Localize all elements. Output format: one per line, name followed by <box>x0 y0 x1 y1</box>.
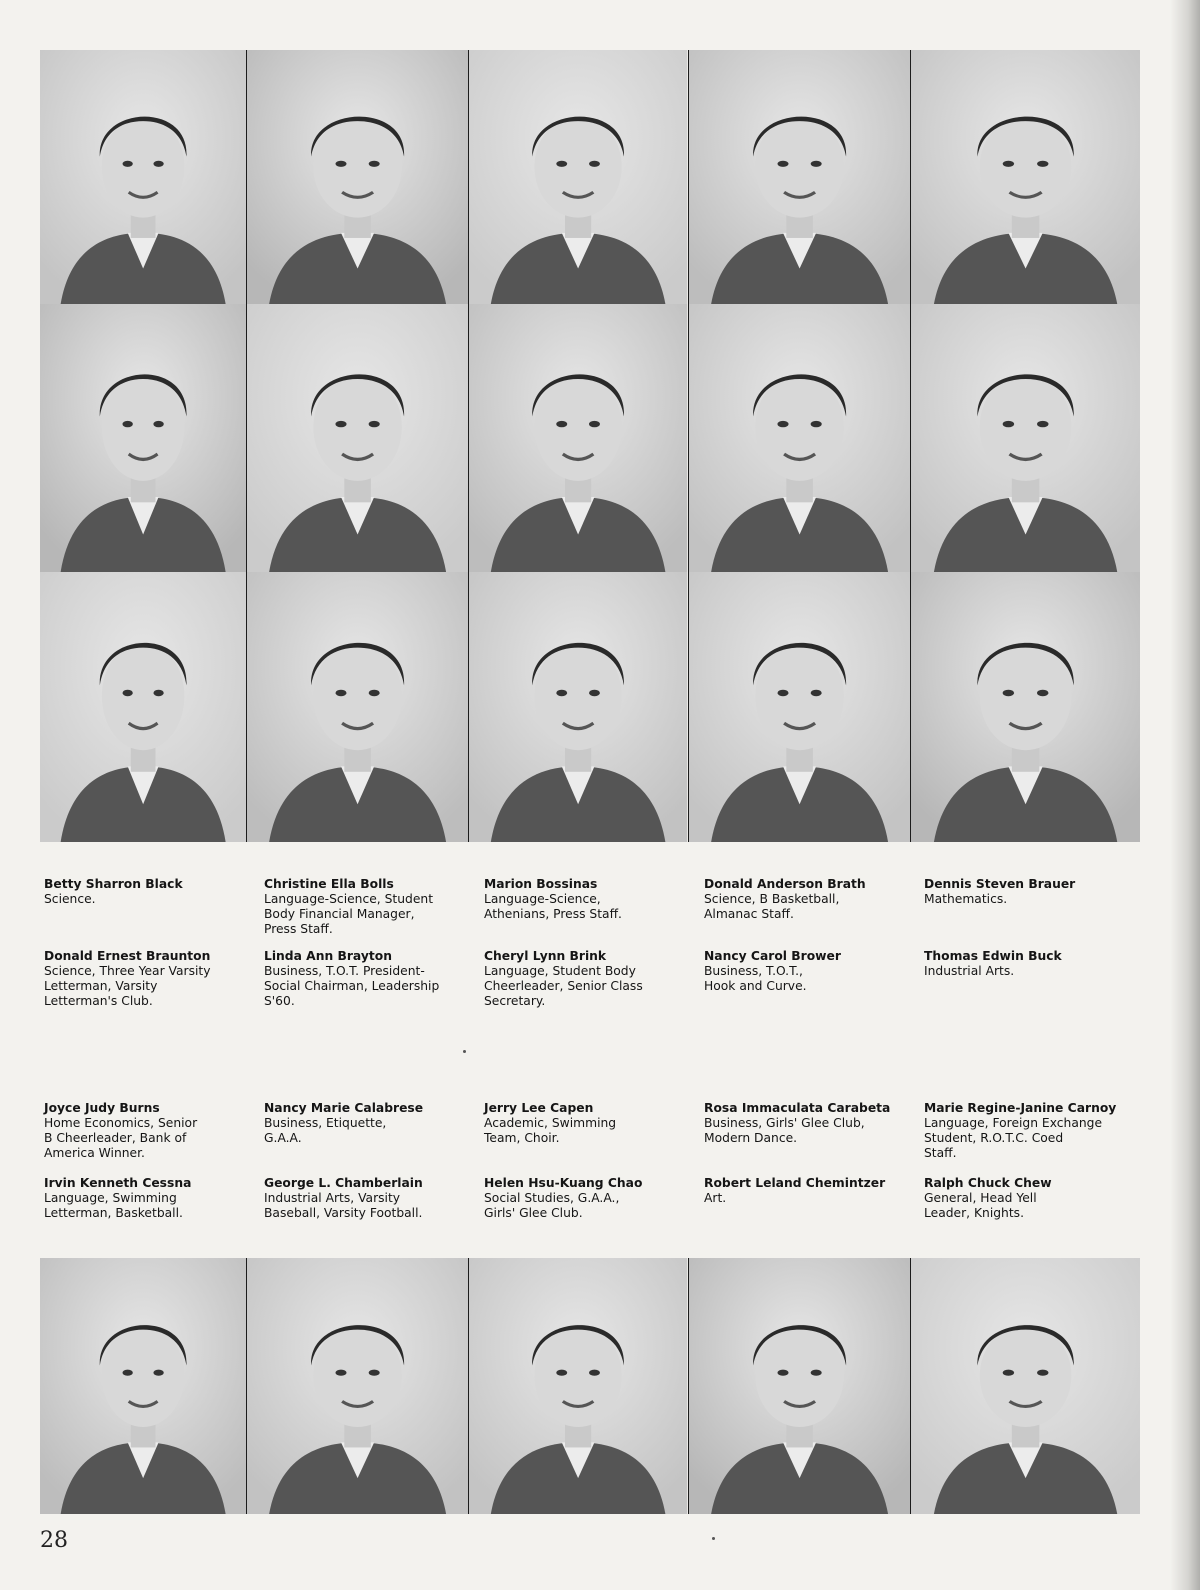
student-name: Robert Leland Chemintzer <box>704 1176 886 1190</box>
student-activities: Science, B Basketball, Almanac Staff. <box>704 892 840 921</box>
student-portrait <box>469 572 688 842</box>
student-activities: Home Economics, Senior B Cheerleader, Bank of America Winner. <box>44 1116 198 1160</box>
caption <box>924 1176 1144 1236</box>
student-name: Christine Ella Bolls <box>264 877 394 891</box>
caption <box>44 949 264 1029</box>
caption <box>484 1101 704 1176</box>
caption <box>924 949 1144 1029</box>
caption <box>44 877 264 949</box>
student-name: Donald Ernest Braunton <box>44 949 211 963</box>
caption <box>44 1101 264 1176</box>
student-name: George L. Chamberlain <box>264 1176 423 1190</box>
student-name: Irvin Kenneth Cessna <box>44 1176 192 1190</box>
photo-row-2 <box>40 304 1140 572</box>
caption-row <box>44 949 1144 1029</box>
student-portrait <box>40 304 247 572</box>
student-activities: Industrial Arts, Varsity Baseball, Varsity Football. <box>264 1191 423 1220</box>
student-portrait <box>247 304 469 572</box>
student-name: Marie Regine-Janine Carnoy <box>924 1101 1117 1115</box>
caption-row <box>44 1176 1144 1236</box>
student-activities: Academic, Swimming Team, Choir. <box>484 1116 617 1145</box>
caption-group-lower <box>44 1101 1144 1236</box>
student-name: Linda Ann Brayton <box>264 949 392 963</box>
caption <box>704 1176 924 1236</box>
student-activities: Language, Swimming Letterman, Basketball. <box>44 1191 183 1220</box>
page-number: 28 <box>40 1528 68 1553</box>
page-edge-shadow <box>1170 0 1200 1590</box>
caption <box>264 877 484 949</box>
student-name: Helen Hsu-Kuang Chao <box>484 1176 643 1190</box>
student-name: Nancy Marie Calabrese <box>264 1101 424 1115</box>
caption <box>704 1101 924 1176</box>
student-activities: Language-Science, Student Body Financial Manager, Press Staff. <box>264 892 434 936</box>
student-activities: Business, Etiquette, G.A.A. <box>264 1116 387 1145</box>
print-speck <box>463 1050 466 1053</box>
student-activities: Language, Foreign Exchange Student, R.O.T.C. Coed Staff. <box>924 1116 1103 1160</box>
student-name: Joyce Judy Burns <box>44 1101 160 1115</box>
student-name: Cheryl Lynn Brink <box>484 949 607 963</box>
student-activities: Industrial Arts. <box>924 964 1015 978</box>
caption-group-upper <box>44 877 1144 1029</box>
student-portrait <box>40 50 247 304</box>
caption-row <box>44 1101 1144 1176</box>
caption <box>484 949 704 1029</box>
caption <box>264 1176 484 1236</box>
caption <box>264 1101 484 1176</box>
caption <box>484 877 704 949</box>
student-activities: Business, T.O.T. President- Social Chairman, Leadership S'60. <box>264 964 440 1008</box>
student-portrait <box>911 304 1140 572</box>
caption <box>924 1101 1144 1176</box>
student-name: Donald Anderson Brath <box>704 877 866 891</box>
student-activities: Science. <box>44 892 96 906</box>
student-activities: General, Head Yell Leader, Knights. <box>924 1191 1037 1220</box>
student-portrait <box>247 50 469 304</box>
student-portrait <box>911 50 1140 304</box>
student-activities: Mathematics. <box>924 892 1008 906</box>
caption <box>44 1176 264 1236</box>
student-name: Rosa Immaculata Carabeta <box>704 1101 891 1115</box>
student-portrait <box>247 1258 469 1514</box>
caption <box>704 877 924 949</box>
caption <box>704 949 924 1029</box>
student-activities: Social Studies, G.A.A., Girls' Glee Club. <box>484 1191 620 1220</box>
caption <box>924 877 1144 949</box>
student-portrait <box>689 572 911 842</box>
caption-row <box>44 877 1144 949</box>
caption <box>264 949 484 1029</box>
student-portrait <box>689 50 911 304</box>
student-name: Betty Sharron Black <box>44 877 183 891</box>
student-name: Dennis Steven Brauer <box>924 877 1076 891</box>
caption <box>484 1176 704 1236</box>
student-activities: Science, Three Year Varsity Letterman, Varsity Letterman's Club. <box>44 964 211 1008</box>
student-portrait <box>469 50 688 304</box>
student-name: Thomas Edwin Buck <box>924 949 1062 963</box>
student-portrait <box>247 572 469 842</box>
student-activities: Business, Girls' Glee Club, Modern Dance. <box>704 1116 865 1145</box>
photo-row-4 <box>40 1258 1140 1514</box>
student-portrait <box>911 572 1140 842</box>
student-portrait <box>469 304 688 572</box>
student-activities: Language, Student Body Cheerleader, Senior Class Secretary. <box>484 964 643 1008</box>
photo-row-3 <box>40 572 1140 842</box>
student-portrait <box>40 572 247 842</box>
student-portrait <box>911 1258 1140 1514</box>
student-portrait <box>40 1258 247 1514</box>
student-name: Ralph Chuck Chew <box>924 1176 1052 1190</box>
student-portrait <box>689 1258 911 1514</box>
student-activities: Art. <box>704 1191 727 1205</box>
student-activities: Business, T.O.T., Hook and Curve. <box>704 964 807 993</box>
student-name: Nancy Carol Brower <box>704 949 841 963</box>
photo-row-1 <box>40 50 1140 304</box>
student-name: Jerry Lee Capen <box>484 1101 594 1115</box>
student-name: Marion Bossinas <box>484 877 598 891</box>
student-portrait <box>469 1258 688 1514</box>
print-speck <box>712 1537 715 1540</box>
student-activities: Language-Science, Athenians, Press Staff. <box>484 892 622 921</box>
student-portrait <box>689 304 911 572</box>
